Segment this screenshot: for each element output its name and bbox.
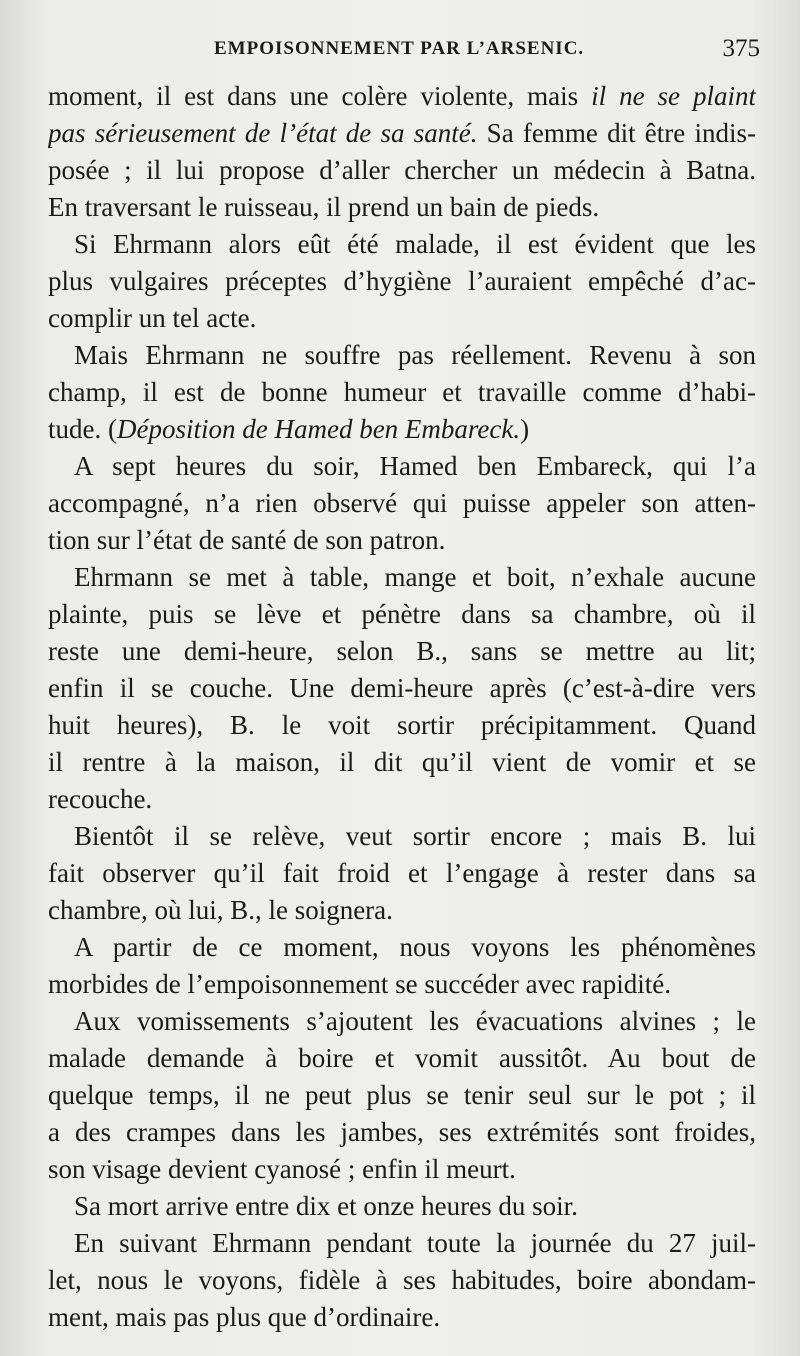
text-segment: Si Ehrmann alors eût été malade, il est évident que les (74, 229, 756, 259)
text-segment: chambre, où lui, B., le soignera. (48, 895, 393, 925)
text-line (48, 485, 756, 522)
text-segment: En traversant le ruisseau, il prend un bain de pieds. (48, 192, 600, 222)
text-line (48, 78, 756, 115)
text-line (48, 929, 756, 966)
text-segment: fait observer qu’il fait froid et l’engage à rester dans sa (48, 858, 756, 888)
text-line (48, 1262, 756, 1299)
text-line (48, 263, 756, 300)
text-segment: recouche. (48, 784, 153, 814)
text-segment: A partir de ce moment, nous voyons les phénomènes (74, 932, 756, 962)
text-segment: il rentre à la maison, il dit qu’il vient de vomir et se (48, 747, 756, 777)
text-line (48, 1188, 756, 1225)
text-line (48, 559, 756, 596)
text-segment: Bientôt il se relève, veut sortir encore ; mais B. lui (74, 821, 756, 851)
body-text (48, 78, 756, 1336)
text-segment: tude. ( (48, 414, 117, 444)
text-line (48, 411, 756, 448)
text-segment: ) (520, 414, 530, 444)
text-line (48, 115, 756, 152)
italic-text-segment: pas sérieusement de l’état de sa santé. (48, 118, 478, 148)
text-line (48, 596, 756, 633)
text-segment: Aux vomissements s’ajoutent les évacuations alvines ; le (74, 1006, 756, 1036)
text-line (48, 152, 756, 189)
text-line (48, 855, 756, 892)
text-line (48, 1225, 756, 1262)
text-line (48, 300, 756, 337)
text-segment: Sa femme dit être indis- (477, 118, 756, 148)
text-segment: huit heures), B. le voit sortir précipitamment. Quand (48, 710, 756, 740)
text-line (48, 1151, 756, 1188)
text-segment: accompagné, n’a rien observé qui puisse appeler son atten- (48, 488, 756, 518)
italic-text-segment: il ne se plaint (591, 81, 756, 111)
text-segment: moment, il est dans une colère violente, mais (48, 81, 592, 111)
text-segment: champ, il est de bonne humeur et travaille comme d’habi- (48, 377, 756, 407)
text-segment: Ehrmann se met à table, mange et boit, n’exhale aucune (74, 562, 756, 592)
text-line (48, 448, 756, 485)
text-line (48, 189, 756, 226)
text-segment: enfin il se couche. Une demi-heure après (c’est-à-dire vers (48, 673, 756, 703)
text-segment: a des crampes dans les jambes, ses extrémités sont froides, (48, 1117, 756, 1147)
text-segment: quelque temps, il ne peut plus se tenir seul sur le pot ; il (48, 1080, 756, 1110)
page-number: 375 (722, 35, 760, 62)
text-line (48, 1003, 756, 1040)
text-segment: Mais Ehrmann ne souffre pas réellement. Revenu à son (74, 340, 756, 370)
text-segment: posée ; il lui propose d’aller chercher un médecin à Batna. (48, 155, 756, 185)
text-line (48, 522, 756, 559)
text-segment: plainte, puis se lève et pénètre dans sa chambre, où il (48, 599, 756, 629)
text-line (48, 633, 756, 670)
text-line (48, 670, 756, 707)
text-segment: En suivant Ehrmann pendant toute la journée du 27 juil- (74, 1228, 756, 1258)
text-line (48, 966, 756, 1003)
text-segment: morbides de l’empoisonnement se succéder avec rapidité. (48, 969, 672, 999)
text-line (48, 226, 756, 263)
text-segment: complir un tel acte. (48, 303, 257, 333)
text-line (48, 337, 756, 374)
text-segment: son visage devient cyanosé ; enfin il meurt. (48, 1154, 516, 1184)
text-line (48, 818, 756, 855)
text-line (48, 1077, 756, 1114)
page-header (48, 35, 760, 68)
text-segment: tion sur l’état de santé de son patron. (48, 525, 446, 555)
text-segment: ment, mais pas plus que d’ordinaire. (48, 1302, 441, 1332)
text-line (48, 744, 756, 781)
text-line (48, 1040, 756, 1077)
text-line (48, 1114, 756, 1151)
text-segment: let, nous le voyons, fidèle à ses habitudes, boire abondam- (48, 1265, 756, 1295)
text-segment: Sa mort arrive entre dix et onze heures du soir. (74, 1191, 578, 1221)
text-line (48, 1299, 756, 1336)
text-segment: A sept heures du soir, Hamed ben Embareck, qui l’a (74, 451, 756, 481)
text-segment: reste une demi-heure, selon B., sans se mettre au lit; (48, 636, 756, 666)
text-segment: malade demande à boire et vomit aussitôt. Au bout de (48, 1043, 756, 1073)
text-segment: plus vulgaires préceptes d’hygiène l’auraient empêché d’ac- (48, 266, 756, 296)
text-line (48, 707, 756, 744)
text-line (48, 781, 756, 818)
running-title: EMPOISONNEMENT PAR L’ARSENIC. (214, 38, 585, 59)
italic-text-segment: Déposition de Hamed ben Embareck. (116, 414, 521, 444)
text-line (48, 892, 756, 929)
text-line (48, 374, 756, 411)
